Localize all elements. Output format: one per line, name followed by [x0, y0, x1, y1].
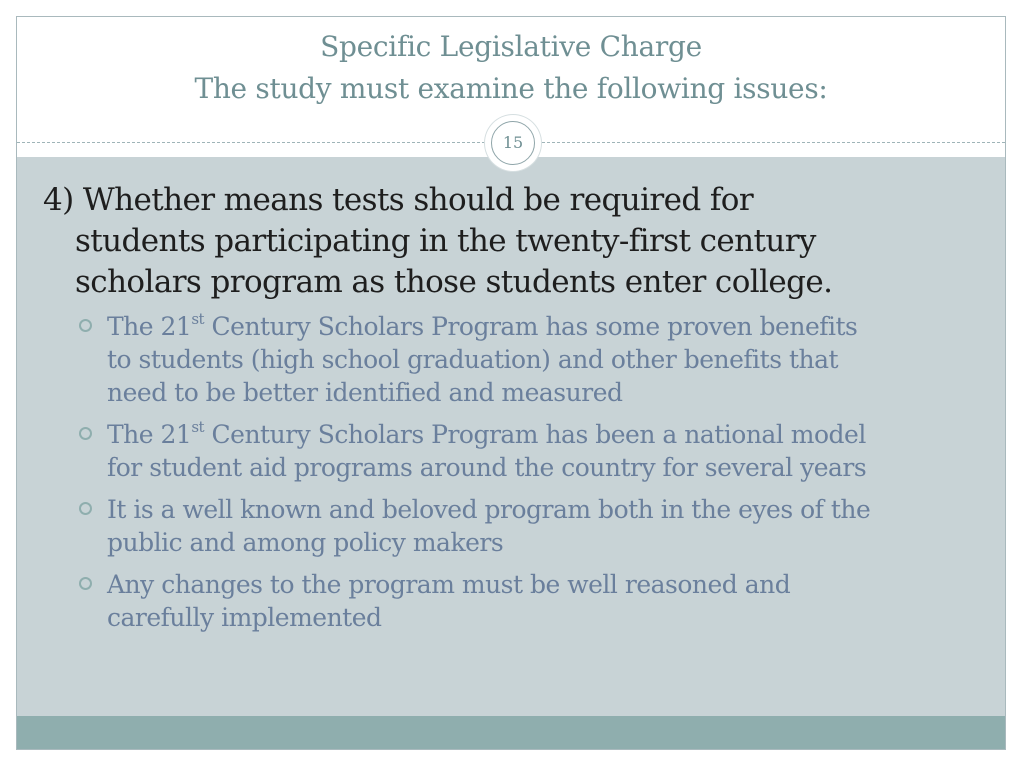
hollow-circle-bullet-icon: [79, 502, 92, 515]
slide-subtitle: The study must examine the following issues:: [194, 72, 828, 105]
hollow-circle-bullet-icon: [79, 319, 92, 332]
sub-point-list: [73, 310, 973, 643]
main-point-line: students participating in the twenty-first century: [75, 223, 816, 259]
sub-point: [73, 568, 973, 634]
sub-point-text: The 21: [107, 420, 192, 449]
sub-point-line: It is a well known and beloved program both in the eyes of the: [107, 495, 871, 524]
sub-point-line: [107, 418, 973, 451]
sub-point-line: to students (high school graduation) and other benefits that: [107, 345, 839, 374]
sub-point: [73, 310, 973, 409]
sub-point-line: carefully implemented: [107, 603, 382, 632]
sub-point-line: [107, 310, 973, 343]
page-number-badge: [485, 115, 541, 171]
page-number: 15: [491, 121, 535, 165]
superscript-text: st: [191, 310, 205, 328]
sub-point: [73, 493, 973, 559]
sub-point-line: for student aid programs around the country for several years: [107, 453, 867, 482]
slide-title: Specific Legislative Charge: [320, 30, 702, 63]
main-point-line: scholars program as those students enter college.: [75, 264, 833, 300]
sub-point-text: Century Scholars Program has been a national model: [204, 420, 866, 449]
main-point-line: 4) Whether means tests should be required for: [43, 182, 754, 218]
slide: [16, 16, 1006, 750]
sub-point-text: The 21: [107, 312, 192, 341]
sub-point-line: Any changes to the program must be well reasoned and: [107, 570, 791, 599]
sub-point-line: need to be better identified and measured: [107, 378, 623, 407]
sub-point-text: Century Scholars Program has some proven benefits: [204, 312, 858, 341]
hollow-circle-bullet-icon: [79, 577, 92, 590]
superscript-text: st: [191, 418, 205, 436]
footer-band: [17, 716, 1005, 750]
sub-point: [73, 418, 973, 484]
hollow-circle-bullet-icon: [79, 427, 92, 440]
sub-point-line: public and among policy makers: [107, 528, 504, 557]
main-point: [43, 180, 923, 303]
